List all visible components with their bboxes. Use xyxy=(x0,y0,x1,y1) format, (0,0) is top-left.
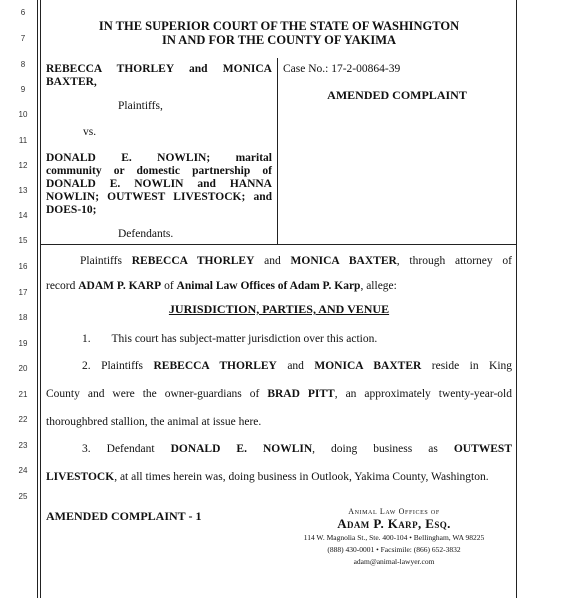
plaintiffs-label: Plaintiffs, xyxy=(118,100,163,112)
footer-document-label: AMENDED COMPLAINT - 1 xyxy=(46,509,202,523)
intro-and: and xyxy=(264,255,281,267)
para3-defendant-word: Defendant xyxy=(106,443,155,455)
intro-plaintiff-1: REBECCA THORLEY xyxy=(131,255,255,267)
para2-horse-desc: , an approximately twenty-year-old xyxy=(334,388,512,400)
para3-business-1: OUTWEST xyxy=(453,443,513,455)
document-title: AMENDED COMPLAINT xyxy=(327,88,467,102)
line-number: 18 xyxy=(18,313,28,322)
para2-line-3: thoroughbred stallion, the animal at issue here. xyxy=(46,416,262,428)
line-number: 19 xyxy=(18,339,28,348)
intro-record-word: record xyxy=(46,280,76,292)
letterhead-office: Animal Law Offices of xyxy=(348,507,440,516)
letterhead-attorney: Adam P. Karp, Esq. xyxy=(337,516,451,531)
line-number: 12 xyxy=(18,161,28,170)
para1-number: 1. xyxy=(82,333,91,345)
defendants-names-3: DONALD E. NOWLIN and HANNA xyxy=(46,178,272,190)
para2-line-2 xyxy=(46,387,512,401)
intro-attorney: ADAM P. KARP xyxy=(78,280,162,292)
line-number: 21 xyxy=(18,390,28,399)
intro-plaintiff-2: MONICA BAXTER xyxy=(290,255,397,267)
defendants-names-2: community or domestic partnership of xyxy=(46,165,272,177)
para2-line-1 xyxy=(46,359,512,373)
para2-plaintiffs-word: Plaintiffs xyxy=(101,360,144,372)
para3-business-2: LIVESTOCK xyxy=(46,471,115,483)
intro-line-2 xyxy=(46,279,512,293)
line-number: 15 xyxy=(18,236,28,245)
plaintiffs-names: REBECCA THORLEY and MONICA xyxy=(46,63,272,75)
para2-horse-name: BRAD PITT xyxy=(267,388,335,400)
line-number: 25 xyxy=(18,492,28,501)
intro-line-1 xyxy=(46,254,512,268)
para3-line-1 xyxy=(46,442,512,456)
line-number: 16 xyxy=(18,262,28,271)
line-number: 10 xyxy=(18,110,28,119)
left-margin-rule-inner xyxy=(40,0,41,598)
intro-through: , through attorney of xyxy=(396,255,512,267)
line-number: 9 xyxy=(20,85,26,94)
letterhead-phone: (888) 430-0001 • Facsimile: (866) 652-3832 xyxy=(327,545,461,554)
line-number: 13 xyxy=(18,186,28,195)
para1-line xyxy=(46,332,512,346)
intro-allege: , allege: xyxy=(360,280,397,292)
right-margin-rule xyxy=(516,0,517,598)
para3-defendant-name: DONALD E. NOWLIN xyxy=(170,443,313,455)
defendants-names-5: DOES-10; xyxy=(46,204,97,216)
para1-text: This court has subject-matter jurisdiction over this action. xyxy=(111,333,378,345)
para2-name-2: MONICA BAXTER xyxy=(314,360,422,372)
caption-divider xyxy=(277,58,278,244)
defendants-label: Defendants. xyxy=(118,228,174,240)
intro-plaintiffs-word: Plaintiffs xyxy=(80,255,122,267)
letterhead-email: adam@animal-lawyer.com xyxy=(353,557,435,566)
intro-firm: Animal Law Offices of Adam P. Karp xyxy=(176,280,361,292)
para2-reside: reside in King xyxy=(431,360,513,372)
line-number: 8 xyxy=(20,60,26,69)
line-number: 14 xyxy=(18,211,28,220)
line-number: 22 xyxy=(18,415,28,424)
caption-bottom-rule xyxy=(41,244,516,245)
case-number: Case No.: 17-2-00864-39 xyxy=(283,63,401,75)
court-title-line2: IN AND FOR THE COUNTY OF YAKIMA xyxy=(161,33,397,47)
defendants-names-1: DONALD E. NOWLIN; marital xyxy=(46,152,272,164)
section-heading: JURISDICTION, PARTIES, AND VENUE xyxy=(168,302,390,316)
left-margin-rule xyxy=(37,0,38,598)
defendants-names-4: NOWLIN; OUTWEST LIVESTOCK; and xyxy=(46,191,272,203)
line-number: 20 xyxy=(18,364,28,373)
line-number: 11 xyxy=(18,136,28,145)
plaintiffs-names-cont: BAXTER, xyxy=(46,76,97,88)
para3-rest: , at all times herein was, doing business in Outlook, Yakima County, Washington. xyxy=(114,471,489,483)
para2-and: and xyxy=(287,360,304,372)
versus: vs. xyxy=(83,126,97,138)
line-number: 23 xyxy=(18,441,28,450)
para3-number: 3. xyxy=(82,443,91,455)
para2-name-1: REBECCA THORLEY xyxy=(153,360,277,372)
letterhead-address: 114 W. Magnolia St., Ste. 400-104 • Bellingham, WA 98225 xyxy=(303,533,485,542)
para3-dba: , doing business as xyxy=(312,443,438,455)
line-number: 7 xyxy=(20,34,26,43)
para2-owner-text: County and were the owner-guardians of xyxy=(46,388,260,400)
line-number: 17 xyxy=(18,288,28,297)
para2-number: 2. xyxy=(82,360,91,372)
line-number: 6 xyxy=(20,8,26,17)
para3-line-2 xyxy=(46,470,512,484)
line-number: 24 xyxy=(18,466,28,475)
intro-of: of xyxy=(164,280,174,292)
court-title-line1: IN THE SUPERIOR COURT OF THE STATE OF WASHINGTON xyxy=(98,19,460,33)
